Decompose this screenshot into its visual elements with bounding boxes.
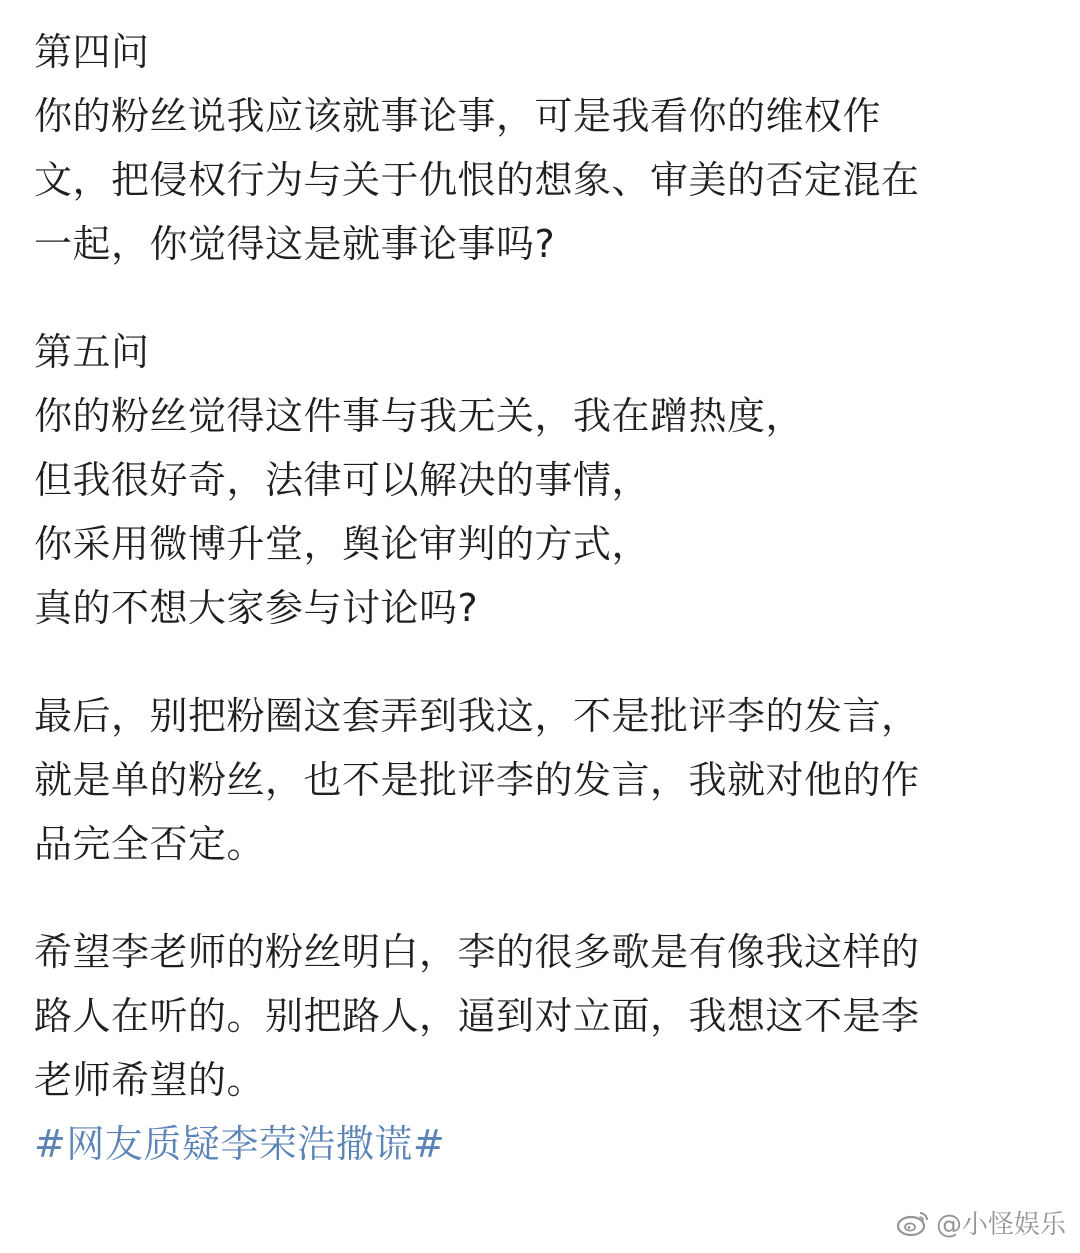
hashtag-link[interactable]: #网友质疑李荣浩撒谎# xyxy=(34,1122,446,1166)
q4-line-3: 一起，你觉得这是就事论事吗? xyxy=(34,222,556,266)
q4-title: 第四问 xyxy=(34,30,150,74)
hope-line-1: 希望李老师的粉丝明白，李的很多歌是有像我这样的 xyxy=(34,930,920,974)
paragraph-gap xyxy=(34,640,1044,684)
post-body xyxy=(34,20,1044,1176)
paragraph-gap xyxy=(34,276,1044,320)
last-line-3: 品完全否定。 xyxy=(34,822,266,866)
q5-line-2: 但我很好奇，法律可以解决的事情， xyxy=(34,458,651,502)
q5-line-4: 真的不想大家参与讨论吗? xyxy=(34,586,479,630)
q4-line-2: 文，把侵权行为与关于仇恨的想象、审美的否定混在 xyxy=(34,158,920,202)
q5-title: 第五问 xyxy=(34,330,150,374)
last-line-1: 最后，别把粉圈这套弄到我这，不是批评李的发言， xyxy=(34,694,920,738)
weibo-icon xyxy=(896,1209,930,1237)
hope-line-3: 老师希望的。 xyxy=(34,1058,266,1102)
q5-line-1: 你的粉丝觉得这件事与我无关，我在蹭热度， xyxy=(34,394,805,438)
watermark xyxy=(896,1204,1066,1241)
hope-line-2: 路人在听的。别把路人，逼到对立面，我想这不是李 xyxy=(34,994,920,1038)
paragraph-gap xyxy=(34,876,1044,920)
q4-line-1: 你的粉丝说我应该就事论事，可是我看你的维权作 xyxy=(34,94,882,138)
last-line-2: 就是单的粉丝，也不是批评李的发言，我就对他的作 xyxy=(34,758,920,802)
q5-line-3: 你采用微博升堂，舆论审判的方式， xyxy=(34,522,651,566)
watermark-text: @小怪娱乐 xyxy=(935,1210,1066,1240)
